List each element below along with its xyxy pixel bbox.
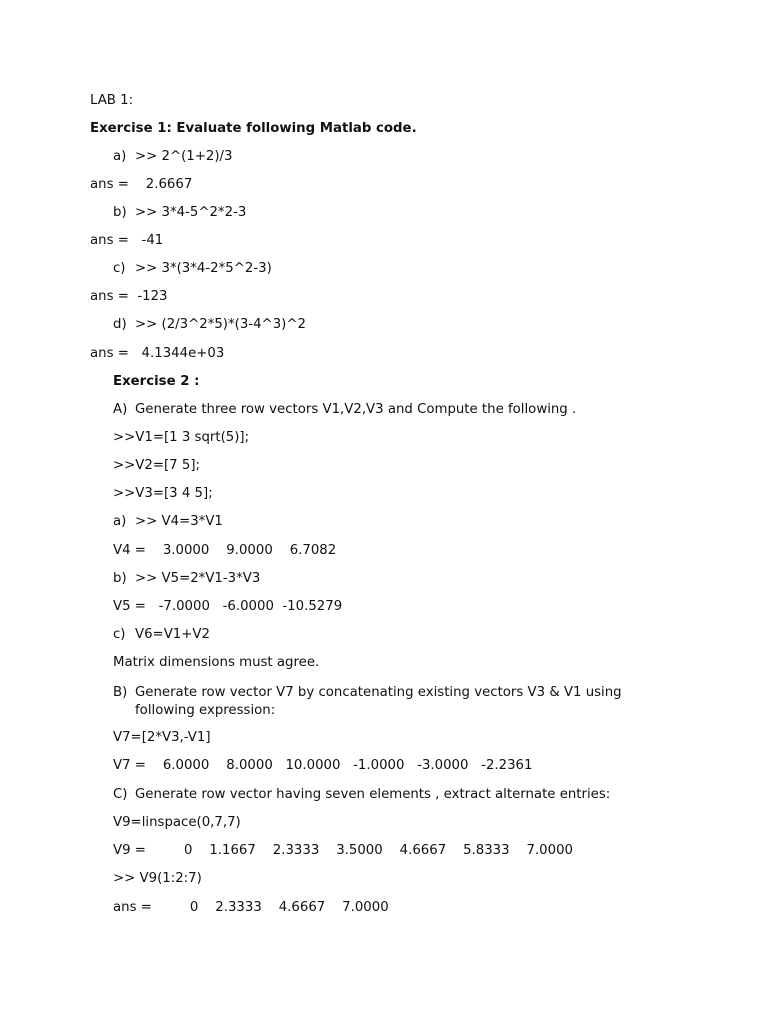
code-line: V6=V1+V2 xyxy=(135,627,210,642)
part-marker: C) xyxy=(113,787,128,802)
exercise1-answer-a: ans = 2.6667 xyxy=(90,177,193,192)
code-line-v7: V7=[2*V3,-V1] xyxy=(113,730,211,745)
result-v7: V7 = 6.0000 8.0000 10.0000 -1.0000 -3.0000 -2.2361 xyxy=(113,758,533,773)
result-v9: V9 = 0 1.1667 2.3333 3.5000 4.6667 5.8333 7.0000 xyxy=(113,843,574,858)
code-line: >> 3*4-5^2*2-3 xyxy=(135,205,247,220)
exercise2-item-c xyxy=(113,627,210,643)
exercise2-part-b xyxy=(113,684,673,719)
exercise2-item-b xyxy=(113,571,260,587)
item-marker: c) xyxy=(113,261,126,276)
exercise1-answer-d: ans = 4.1344e+03 xyxy=(90,346,225,361)
exercise2-item-a xyxy=(113,514,223,530)
item-marker: b) xyxy=(113,571,127,586)
exercise2-part-a xyxy=(113,402,576,418)
code-line-v9-index: >> V9(1:2:7) xyxy=(113,871,202,886)
item-marker: c) xyxy=(113,627,126,642)
part-text: Generate row vector V7 by concatenating existing vectors V3 & V1 using following expression: xyxy=(135,685,622,718)
part-marker: A) xyxy=(113,402,128,417)
code-line: >> V5=2*V1-3*V3 xyxy=(135,571,261,586)
exercise1-item-a xyxy=(113,149,233,165)
code-line: >> (2/3^2*5)*(3-4^3)^2 xyxy=(135,317,306,332)
result-ans: ans = 0 2.3333 4.6667 7.0000 xyxy=(113,900,389,915)
exercise2-part-c xyxy=(113,787,610,803)
part-marker: B) xyxy=(113,685,128,700)
lab-title: LAB 1: xyxy=(90,93,134,108)
exercise2-heading: Exercise 2 : xyxy=(113,374,200,389)
exercise1-item-d xyxy=(113,317,306,333)
exercise1-answer-b: ans = -41 xyxy=(90,233,164,248)
code-line-v1: >>V1=[1 3 sqrt(5)]; xyxy=(113,430,250,445)
part-text: Generate three row vectors V1,V2,V3 and Compute the following . xyxy=(135,402,577,417)
exercise1-item-c xyxy=(113,261,272,277)
item-marker: a) xyxy=(113,514,127,529)
code-line-v3: >>V3=[3 4 5]; xyxy=(113,486,213,501)
exercise1-item-b xyxy=(113,205,246,221)
exercise1-answer-c: ans = -123 xyxy=(90,289,168,304)
code-line-v2: >>V2=[7 5]; xyxy=(113,458,200,473)
code-line: >> 3*(3*4-2*5^2-3) xyxy=(135,261,272,276)
item-marker: d) xyxy=(113,317,127,332)
code-line: >> V4=3*V1 xyxy=(135,514,223,529)
exercise1-heading: Exercise 1: Evaluate following Matlab code. xyxy=(90,121,417,136)
item-marker: a) xyxy=(113,149,127,164)
code-line-v9: V9=linspace(0,7,7) xyxy=(113,815,241,830)
item-marker: b) xyxy=(113,205,127,220)
result-v5: V5 = -7.0000 -6.0000 -10.5279 xyxy=(113,599,343,614)
result-v4: V4 = 3.0000 9.0000 6.7082 xyxy=(113,543,337,558)
error-message: Matrix dimensions must agree. xyxy=(113,655,320,670)
part-text: Generate row vector having seven elements , extract alternate entries: xyxy=(135,787,611,802)
code-line: >> 2^(1+2)/3 xyxy=(135,149,233,164)
